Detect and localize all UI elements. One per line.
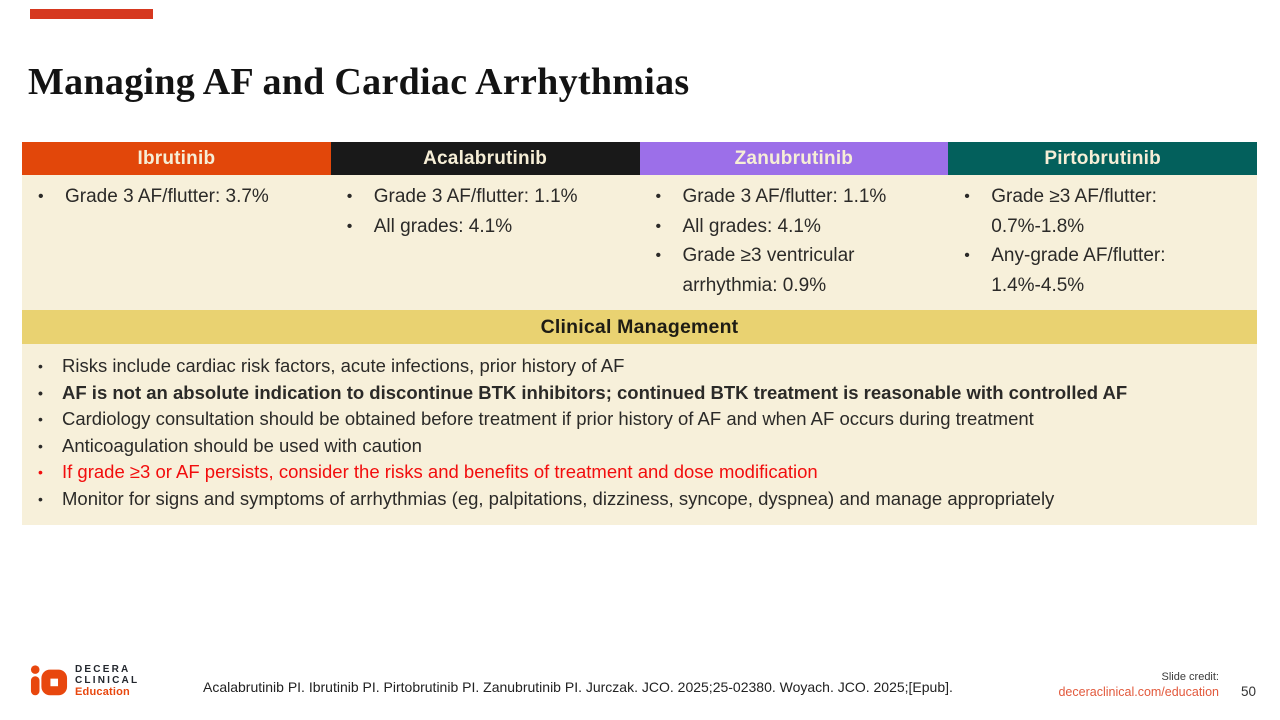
list-item: • If grade ≥3 or AF persists, consider the risks and benefits of treatment and dose modification — [35, 459, 1247, 486]
list-item: • Grade 3 AF/flutter: 1.1% — [653, 182, 939, 212]
slide-credit — [1058, 671, 1219, 699]
list-item: • Risks include cardiac risk factors, acute infections, prior history of AF — [35, 353, 1247, 380]
clinical-management-body — [22, 344, 1257, 525]
list-item: • Cardiology consultation should be obtained before treatment if prior history of AF and when AF occurs during treatment — [35, 406, 1247, 433]
table-body-row — [22, 175, 1257, 310]
decera-logo-text — [75, 664, 139, 699]
list-item: • Grade ≥3 AF/flutter: 0.7%-1.8% — [961, 182, 1247, 241]
decera-logo-icon — [30, 661, 68, 701]
list-item: • Anticoagulation should be used with caution — [35, 433, 1247, 460]
list-item: • Grade ≥3 ventricular arrhythmia: 0.9% — [653, 241, 939, 300]
citation-text: Acalabrutinib PI. Ibrutinib PI. Pirtobrutinib PI. Zanubrutinib PI. Jurczak. JCO. 2025;25-02380. Woyach. JCO. 2025;[Epub]. — [203, 679, 953, 695]
page-number: 50 — [1240, 684, 1256, 699]
ibrutinib-bullet-list — [35, 182, 321, 212]
page-title: Managing AF and Cardiac Arrhythmias — [28, 61, 690, 103]
slide-credit-label: Slide credit: — [1161, 671, 1219, 683]
slide-credit-link[interactable]: deceraclinical.com/education — [1058, 685, 1219, 699]
btk-inhibitor-table — [22, 142, 1257, 525]
logo-line-decera: DECERA — [75, 663, 131, 675]
logo-line-clinical: CLINICAL — [75, 674, 140, 686]
column-header-acalabrutinib: Acalabrutinib — [331, 142, 640, 175]
list-item: • Grade 3 AF/flutter: 3.7% — [35, 182, 321, 212]
clinical-management-header: Clinical Management — [22, 310, 1257, 344]
decera-logo — [30, 661, 139, 701]
logo-line-education: Education — [75, 685, 130, 698]
list-item: • Any-grade AF/flutter: 1.4%-4.5% — [961, 241, 1247, 300]
zanubrutinib-bullet-list — [653, 182, 939, 300]
list-item: • AF is not an absolute indication to discontinue BTK inhibitors; continued BTK treatment is reasonable with controlled AF — [35, 380, 1247, 407]
cell-ibrutinib — [22, 175, 331, 310]
pirtobrutinib-bullet-list — [961, 182, 1247, 300]
cell-zanubrutinib — [640, 175, 949, 310]
list-item: • Grade 3 AF/flutter: 1.1% — [344, 182, 630, 212]
acalabrutinib-bullet-list — [344, 182, 630, 241]
list-item: • All grades: 4.1% — [344, 212, 630, 242]
cell-acalabrutinib — [331, 175, 640, 310]
column-header-zanubrutinib: Zanubrutinib — [640, 142, 949, 175]
list-item: • All grades: 4.1% — [653, 212, 939, 242]
clinical-bullet-list — [35, 353, 1247, 513]
cell-pirtobrutinib — [948, 175, 1257, 310]
column-header-pirtobrutinib: Pirtobrutinib — [948, 142, 1257, 175]
accent-bar — [30, 9, 153, 19]
table-header-row — [22, 142, 1257, 175]
list-item: • Monitor for signs and symptoms of arrhythmias (eg, palpitations, dizziness, syncope, dyspnea) and manage appropriately — [35, 486, 1247, 513]
column-header-ibrutinib: Ibrutinib — [22, 142, 331, 175]
